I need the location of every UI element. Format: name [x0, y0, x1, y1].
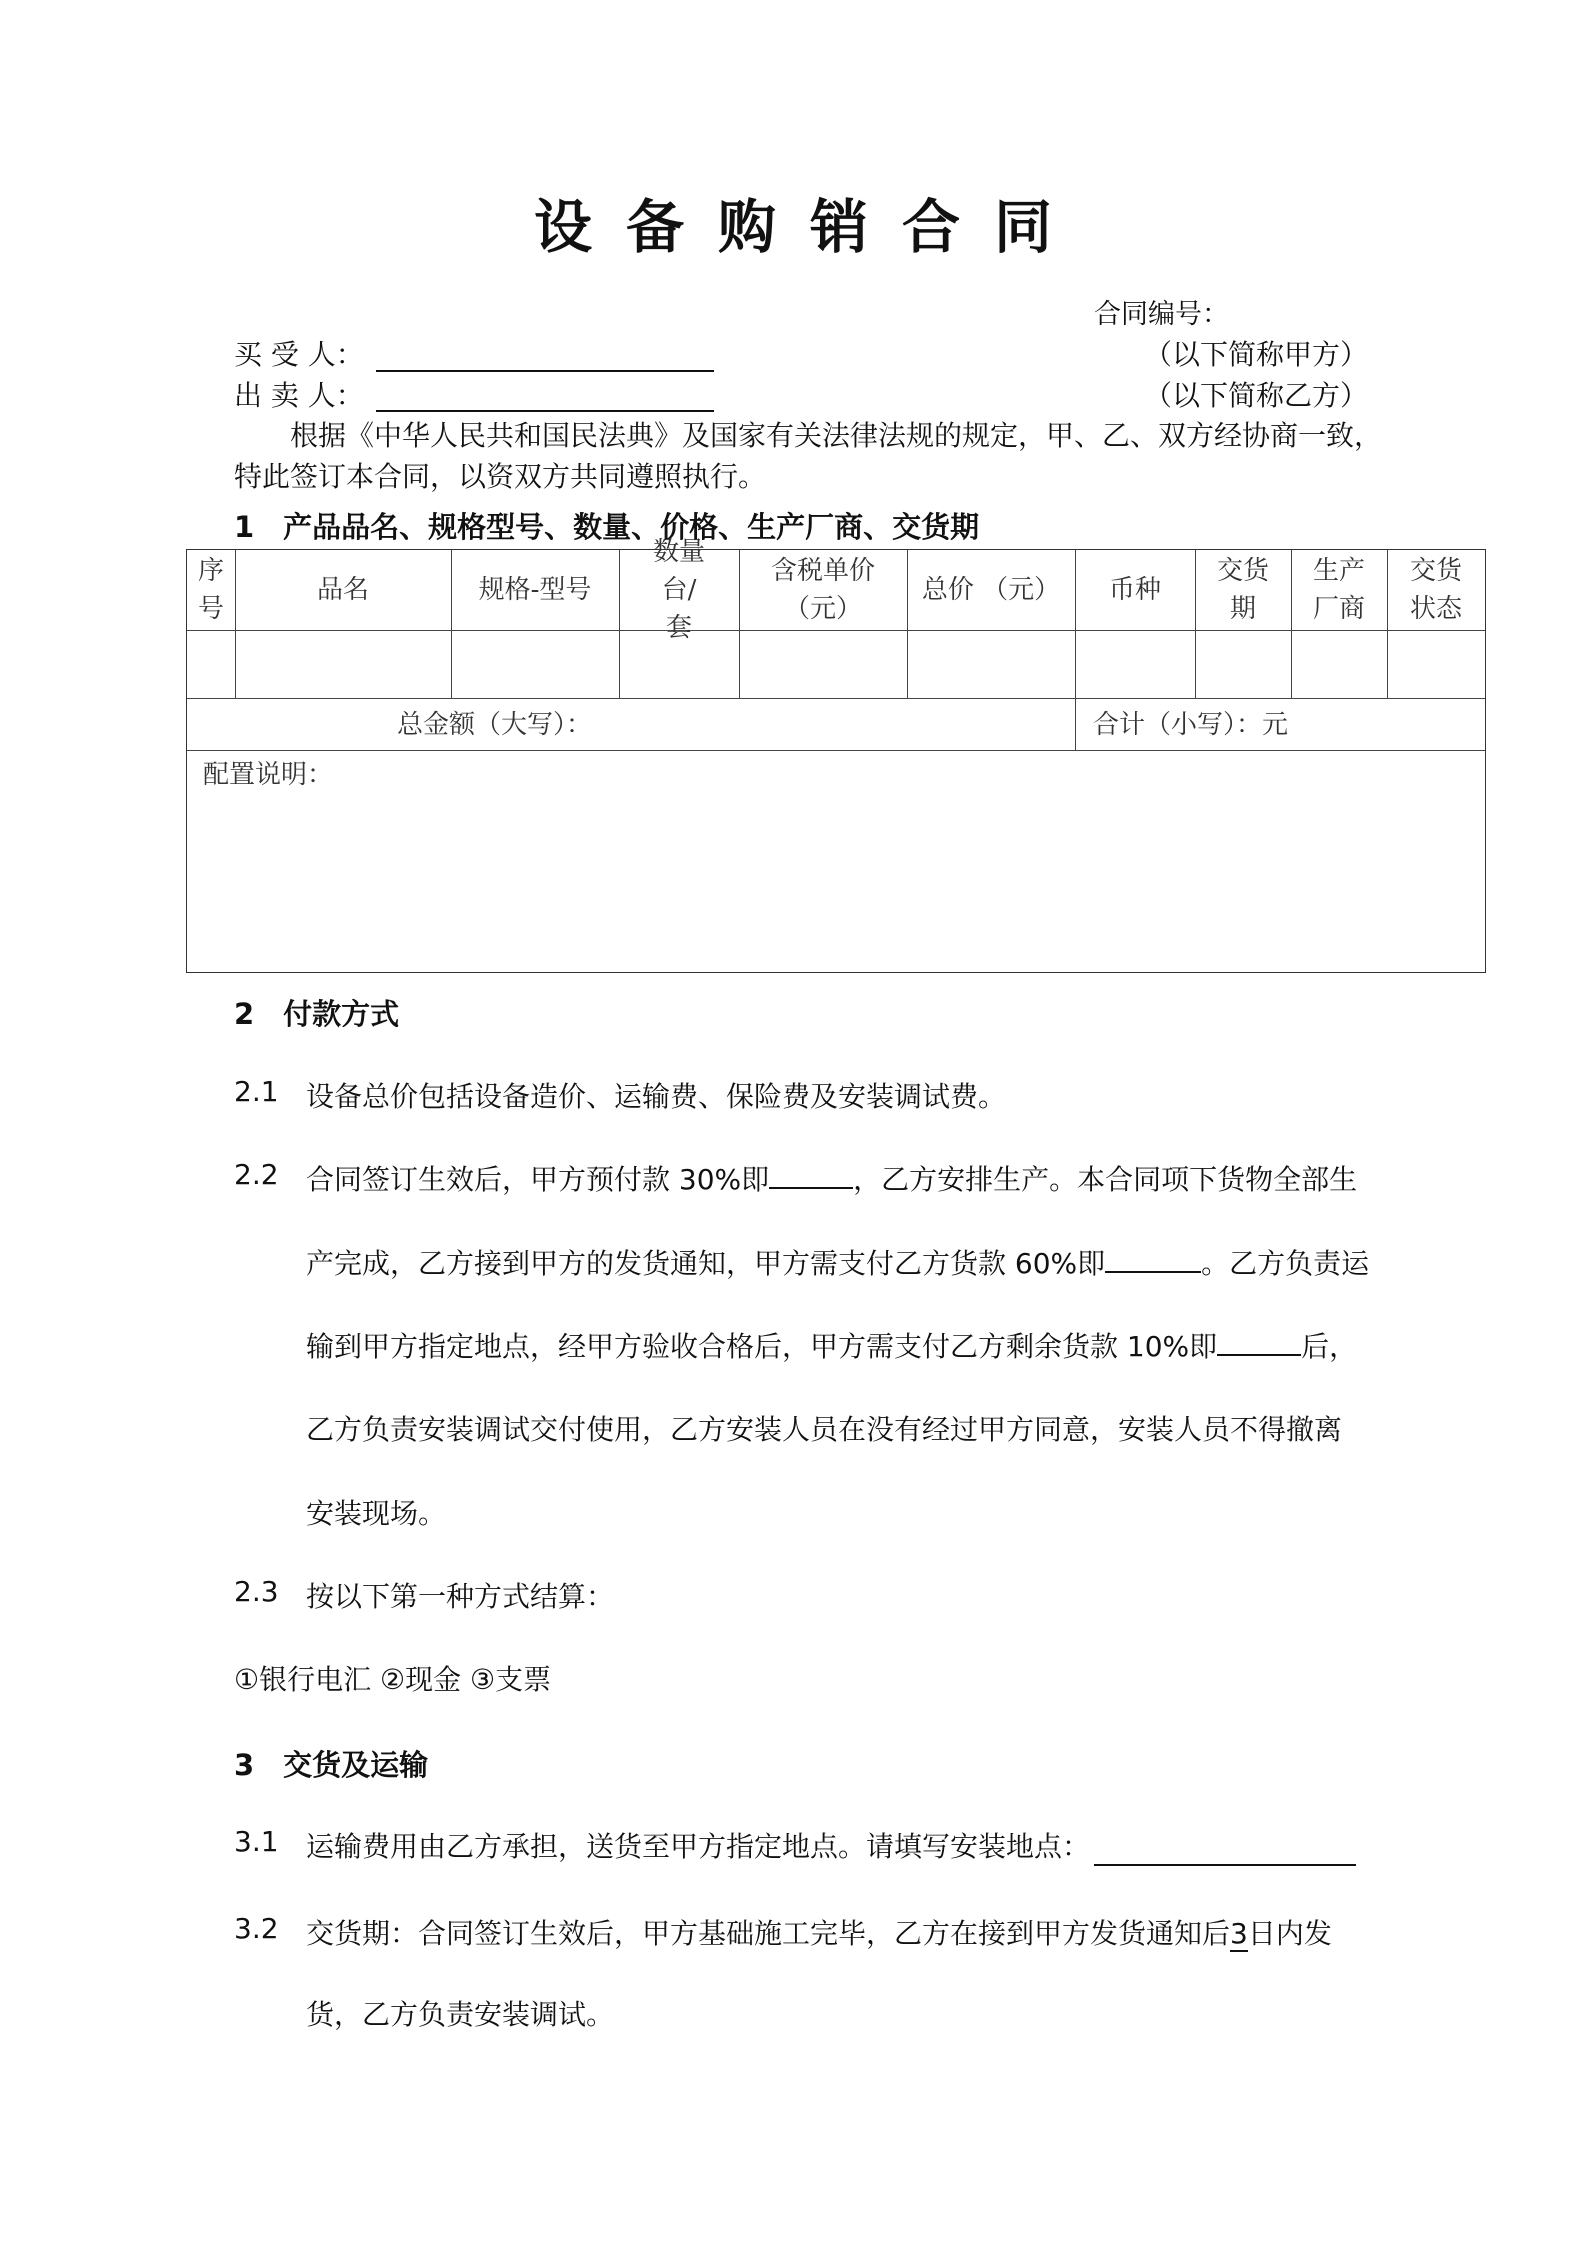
seller-label: 出 卖 人： — [234, 379, 364, 412]
table-header-cell: 总价 （元） — [921, 575, 1061, 605]
seller-name-field[interactable] — [376, 410, 714, 412]
final-payment-blank[interactable] — [1217, 1326, 1301, 1356]
clause-2-1-text: 设备总价包括设备造价、运输费、保险费及安装调试费。 — [306, 1080, 1007, 1113]
settlement-options: ①银行电汇 ②现金 ③支票 — [234, 1663, 552, 1696]
clause-2-2-line-5: 安装现场。 — [306, 1497, 447, 1530]
clause-2-2-line-2: 产完成，乙方接到甲方的发货通知，甲方需支付乙方货款 60%即 。乙方负责运 — [306, 1242, 1369, 1282]
clause-2-2-line-1: 合同签订生效后，甲方预付款 30%即 ，乙方安排生产。本合同项下货物全部生 — [306, 1158, 1357, 1198]
clause-number: 2.1 — [234, 1075, 279, 1108]
table-header-cell: 规格-型号 — [478, 575, 592, 605]
clause-3-2-line-2: 货，乙方负责安装调试。 — [306, 1998, 615, 2031]
advance-payment-blank[interactable] — [769, 1159, 853, 1189]
table-header-cell: 数量台/套 — [652, 537, 705, 643]
intro-line-1: 根据《中华人民共和国民法典》及国家有关法律法规的规定，甲、乙、双方经协商一致， — [290, 419, 1383, 452]
clause-number: 2.3 — [234, 1575, 279, 1608]
section3-title: 3 交货及运输 — [234, 1748, 429, 1782]
buyer-note: （以下简称甲方） — [1144, 338, 1369, 371]
clause-number: 2.2 — [234, 1158, 279, 1191]
document-title: 设备购销合同 — [533, 193, 1086, 261]
configuration-notes-label: 配置说明： — [203, 760, 334, 790]
table-header-cell: 生产厂商 — [1312, 556, 1365, 624]
table-header-cell: 交货期 — [1216, 556, 1269, 624]
clause-number: 3.1 — [234, 1825, 279, 1858]
clause-3-1-text: 运输费用由乙方承担，送货至甲方指定地点。请填写安装地点： — [306, 1830, 1091, 1863]
total-amount-lower-label: 合计（小写）：元 — [1093, 710, 1289, 740]
contract-number-label: 合同编号： — [1094, 299, 1229, 330]
clause-number: 3.2 — [234, 1912, 279, 1945]
table-row-divider — [187, 698, 1485, 699]
table-header-cell: 交货状态 — [1409, 556, 1462, 624]
delivery-days-value[interactable]: 3 — [1230, 1917, 1248, 1950]
section2-title: 2 付款方式 — [234, 997, 400, 1031]
installation-address-field[interactable] — [1094, 1864, 1356, 1866]
intro-line-2: 特此签订本合同，以资双方共同遵照执行。 — [234, 460, 767, 493]
table-row-divider — [187, 750, 1485, 751]
section1-title: 1 产品品名、规格型号、数量、价格、生产厂商、交货期 — [234, 510, 980, 544]
progress-payment-blank[interactable] — [1105, 1243, 1201, 1273]
seller-note: （以下简称乙方） — [1144, 379, 1369, 412]
product-table — [186, 537, 1486, 973]
clause-3-2-line-1: 交货期：合同签订生效后，甲方基础施工完毕，乙方在接到甲方发货通知后3日内发 — [306, 1917, 1332, 1950]
buyer-name-field[interactable] — [376, 370, 714, 372]
buyer-label: 买 受 人： — [234, 338, 364, 371]
total-amount-upper-label: 总金额（大写）： — [397, 710, 593, 740]
table-header-cell: 含税单价（元） — [770, 556, 875, 624]
table-header-cell: 序号 — [197, 556, 224, 624]
clause-2-2-line-4: 乙方负责安装调试交付使用，乙方安装人员在没有经过甲方同意，安装人员不得撤离 — [306, 1413, 1343, 1446]
table-header-cell: 品名 — [316, 575, 369, 605]
table-header-cell: 币种 — [1108, 575, 1161, 605]
clause-2-3-text: 按以下第一种方式结算： — [306, 1580, 615, 1613]
clause-2-2-line-3: 输到甲方指定地点，经甲方验收合格后，甲方需支付乙方剩余货款 10%即 后， — [306, 1325, 1357, 1365]
